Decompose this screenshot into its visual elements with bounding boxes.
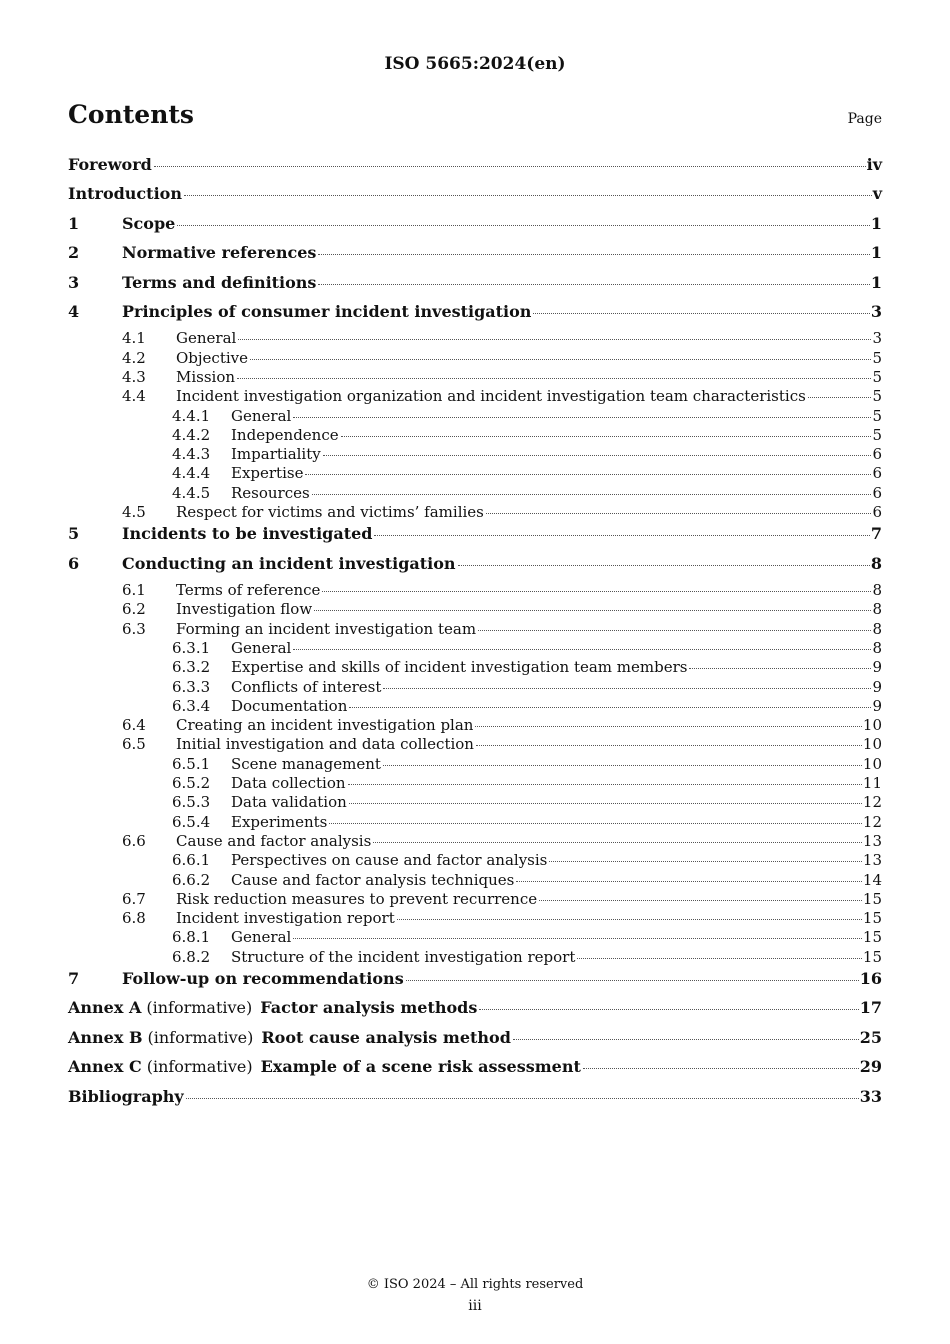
toc-entry-page: 1 xyxy=(870,272,882,292)
toc-entry[interactable] xyxy=(68,697,882,716)
toc-entry-label: Scene management xyxy=(231,754,381,773)
toc-entry-label: Expertise xyxy=(231,464,304,483)
toc-entry-label: Data validation xyxy=(231,793,347,812)
toc-leader-dots xyxy=(383,688,871,689)
page-column-label: Page xyxy=(847,111,882,127)
toc-entry[interactable] xyxy=(68,426,882,445)
toc-entry-number: 6.3.1 xyxy=(172,638,211,657)
toc-entry-page: 15 xyxy=(862,909,882,928)
toc-entry-number: 4.4 xyxy=(122,387,146,406)
toc-entry-number: 6.3 xyxy=(122,619,146,638)
toc-leader-dots xyxy=(154,166,866,167)
toc-entry-page: 12 xyxy=(862,793,882,812)
toc-entry[interactable] xyxy=(68,851,882,870)
toc-entry-label: Forming an incident investigation team xyxy=(176,619,477,638)
toc-leader-dots xyxy=(533,313,869,314)
toc-entry-page: 25 xyxy=(859,1027,882,1047)
toc-entry-page: 5 xyxy=(872,425,882,444)
toc-entry-number: 6.8 xyxy=(122,909,146,928)
toc-leader-dots xyxy=(349,803,862,804)
toc-entry[interactable] xyxy=(68,387,882,406)
toc-entry-page: 13 xyxy=(862,851,882,870)
toc-entry-label: Terms of reference xyxy=(176,581,321,600)
toc-annex-number: Annex B xyxy=(68,1027,143,1047)
toc-entry-number: 6.4 xyxy=(122,716,146,735)
toc-entry-page: 9 xyxy=(872,658,882,677)
toc-entry[interactable] xyxy=(68,349,882,368)
toc-entry[interactable] xyxy=(68,581,882,600)
toc-entry-page: 10 xyxy=(862,716,882,735)
toc-entry-label: Normative references xyxy=(122,243,317,263)
toc-entry-label: Respect for victims and victims’ families xyxy=(176,503,484,522)
toc-leader-dots xyxy=(486,513,872,514)
toc-entry-page: 6 xyxy=(872,464,882,483)
toc-entry-page: 5 xyxy=(872,406,882,425)
toc-entry-label: Root cause analysis method xyxy=(261,1027,511,1047)
toc-leader-dots xyxy=(238,339,871,340)
toc-entry[interactable] xyxy=(68,212,882,241)
toc-entry-label: Incident investigation report xyxy=(176,909,395,928)
toc-entry[interactable] xyxy=(68,909,882,928)
toc-entry-number: 4 xyxy=(68,301,80,321)
toc-entry[interactable] xyxy=(68,832,882,851)
toc-entry-number: 6.3.4 xyxy=(172,696,211,715)
toc-entry-page: 9 xyxy=(872,696,882,715)
toc-leader-dots xyxy=(476,745,862,746)
toc-leader-dots xyxy=(478,630,871,631)
toc-entry[interactable] xyxy=(68,658,882,677)
toc-entry-label: Structure of the incident investigation report xyxy=(231,947,576,966)
toc-entry-number: 6.5.4 xyxy=(172,812,211,831)
toc-entry-label: Terms and definitions xyxy=(122,272,317,292)
toc-entry-number: 7 xyxy=(68,969,80,989)
toc-entry[interactable] xyxy=(68,271,882,300)
toc-leader-dots xyxy=(177,225,870,226)
toc-entry-label: Bibliography xyxy=(68,1086,184,1106)
toc-entry-number: 6 xyxy=(68,553,80,573)
toc-entry-label: Investigation flow xyxy=(176,600,313,619)
toc-entry-label: Documentation xyxy=(231,696,348,715)
toc-entry[interactable] xyxy=(68,735,882,754)
toc-entry-page: 6 xyxy=(872,445,882,464)
toc-leader-dots xyxy=(689,668,871,669)
toc-entry[interactable] xyxy=(68,1055,882,1084)
toc-entry[interactable] xyxy=(68,522,882,551)
toc-entry-label: General xyxy=(231,406,292,425)
toc-entry-label: General xyxy=(231,638,292,657)
toc-entry[interactable] xyxy=(68,484,882,503)
toc-entry-number: 3 xyxy=(68,272,80,292)
toc-entry[interactable] xyxy=(68,300,882,329)
toc-entry[interactable] xyxy=(68,241,882,270)
toc-annex-informative: (informative) xyxy=(146,998,253,1018)
page-number: iii xyxy=(468,1298,482,1314)
toc-leader-dots xyxy=(293,938,862,939)
toc-entry-number: 6.6.2 xyxy=(172,870,211,889)
toc-entry[interactable] xyxy=(68,774,882,793)
toc-leader-dots xyxy=(329,823,862,824)
toc-entry-number: 6.3.3 xyxy=(172,677,211,696)
toc-leader-dots xyxy=(475,726,861,727)
toc-entry-number: 4.2 xyxy=(122,348,146,367)
toc-entry-page: 1 xyxy=(870,243,882,263)
toc-leader-dots xyxy=(383,765,862,766)
toc-entry-label: Impartiality xyxy=(231,445,321,464)
toc-entry-label: General xyxy=(231,928,292,947)
document-id-header: ISO 5665:2024(en) xyxy=(384,54,566,74)
toc-annex-informative: (informative) xyxy=(146,1057,253,1077)
toc-entry-page: 8 xyxy=(872,638,882,657)
toc-annex-number: Annex C xyxy=(68,1057,142,1077)
toc-entry[interactable] xyxy=(68,1026,882,1055)
toc-entry-page: 5 xyxy=(872,348,882,367)
toc-leader-dots xyxy=(318,254,869,255)
toc-leader-dots xyxy=(293,649,871,650)
toc-entry-page: 15 xyxy=(862,889,882,908)
toc-entry-number: 6.5.1 xyxy=(172,754,211,773)
toc-leader-dots xyxy=(341,436,872,437)
toc-entry-page: 12 xyxy=(862,812,882,831)
copyright-footer: © ISO 2024 – All rights reserved xyxy=(366,1277,584,1292)
toc-leader-dots xyxy=(397,919,862,920)
toc-leader-dots xyxy=(516,881,862,882)
toc-entry-number: 6.8.2 xyxy=(172,947,211,966)
toc-entry-number: 6.6 xyxy=(122,831,146,850)
toc-entry[interactable] xyxy=(68,639,882,658)
toc-entry-number: 6.7 xyxy=(122,889,146,908)
toc-entry-page: 10 xyxy=(862,735,882,754)
toc-annex-informative: (informative) xyxy=(147,1027,254,1047)
toc-leader-dots xyxy=(314,610,871,611)
toc-leader-dots xyxy=(348,784,862,785)
toc-entry[interactable] xyxy=(68,600,882,619)
toc-entry[interactable] xyxy=(68,716,882,735)
toc-entry-number: 4.4.2 xyxy=(172,425,211,444)
toc-entry-number: 4.4.3 xyxy=(172,445,211,464)
toc-entry-number: 4.5 xyxy=(122,503,146,522)
toc-entry-page: 8 xyxy=(872,600,882,619)
toc-entry-label: Objective xyxy=(176,348,249,367)
toc-entry-page: 1 xyxy=(870,213,882,233)
toc-leader-dots xyxy=(583,1068,859,1069)
toc-leader-dots xyxy=(373,842,862,843)
toc-entry-label: Independence xyxy=(231,425,339,444)
toc-entry-number: 5 xyxy=(68,524,80,544)
toc-entry-number: 6.5.3 xyxy=(172,793,211,812)
toc-entry-label: Principles of consumer incident investigation xyxy=(122,301,532,321)
toc-entry-number: 6.3.2 xyxy=(172,658,211,677)
toc-entry-page: 7 xyxy=(870,524,882,544)
toc-entry-label: Risk reduction measures to prevent recurrence xyxy=(176,889,538,908)
toc-entry-label: Scope xyxy=(122,213,176,233)
toc-entry-page: 8 xyxy=(872,619,882,638)
toc-entry-label: Incident investigation organization and incident investigation team characteristics xyxy=(176,387,806,406)
toc-entry-label: Resources xyxy=(231,483,310,502)
toc-entry-label: Introduction xyxy=(68,184,182,204)
toc-entry[interactable] xyxy=(68,755,882,774)
toc-entry[interactable] xyxy=(68,503,882,522)
toc-entry[interactable] xyxy=(68,464,882,483)
toc-entry-number: 6.8.1 xyxy=(172,928,211,947)
toc-leader-dots xyxy=(250,359,871,360)
toc-entry-label: Expertise and skills of incident investigation team members xyxy=(231,658,688,677)
toc-entry-number: 1 xyxy=(68,213,80,233)
toc-entry[interactable] xyxy=(68,368,882,387)
toc-entry[interactable] xyxy=(68,620,882,639)
toc-entry-page: 13 xyxy=(862,831,882,850)
toc-leader-dots xyxy=(479,1009,858,1010)
toc-entry-label: Initial investigation and data collection xyxy=(176,735,474,754)
toc-entry[interactable] xyxy=(68,1085,882,1114)
toc-leader-dots xyxy=(374,535,869,536)
toc-entry-page: 5 xyxy=(872,387,882,406)
toc-leader-dots xyxy=(808,397,872,398)
toc-entry[interactable] xyxy=(68,996,882,1025)
toc-entry-page: 33 xyxy=(859,1086,882,1106)
toc-entry-page: 8 xyxy=(870,553,882,573)
toc-entry-page: 14 xyxy=(862,870,882,889)
toc-entry-label: Example of a scene risk assessment xyxy=(260,1057,581,1077)
toc-entry-number: 6.5 xyxy=(122,735,146,754)
toc-leader-dots xyxy=(312,494,872,495)
toc-leader-dots xyxy=(349,707,871,708)
toc-entry-label: Conducting an incident investigation xyxy=(122,553,456,573)
toc-entry[interactable] xyxy=(68,678,882,697)
toc-leader-dots xyxy=(184,195,872,196)
toc-leader-dots xyxy=(458,565,870,566)
toc-entry-page: 15 xyxy=(862,947,882,966)
toc-entry-page: 3 xyxy=(870,301,882,321)
toc-entry-number: 4.4.5 xyxy=(172,483,211,502)
toc-entry-label: Conflicts of interest xyxy=(231,677,382,696)
toc-leader-dots xyxy=(323,455,872,456)
toc-entry[interactable] xyxy=(68,445,882,464)
toc-leader-dots xyxy=(237,378,871,379)
toc-leader-dots xyxy=(406,980,859,981)
toc-entry[interactable] xyxy=(68,552,882,581)
toc-entry[interactable] xyxy=(68,967,882,996)
table-of-contents xyxy=(68,153,882,1114)
toc-entry-label: Cause and factor analysis xyxy=(176,831,372,850)
toc-entry-page: 11 xyxy=(862,774,882,793)
toc-entry[interactable] xyxy=(68,793,882,812)
toc-entry-label: Data collection xyxy=(231,774,346,793)
toc-entry-page: 15 xyxy=(862,928,882,947)
toc-entry-label: Perspectives on cause and factor analysis xyxy=(231,851,548,870)
toc-entry-number: 4.3 xyxy=(122,367,146,386)
toc-annex-number: Annex A xyxy=(68,998,142,1018)
toc-entry-page: 16 xyxy=(859,969,882,989)
toc-leader-dots xyxy=(513,1039,859,1040)
toc-entry-number: 2 xyxy=(68,243,80,263)
toc-entry-page: 9 xyxy=(872,677,882,696)
toc-entry-page: iv xyxy=(866,155,882,174)
toc-entry[interactable] xyxy=(68,948,882,967)
toc-entry-label: Cause and factor analysis techniques xyxy=(231,870,515,889)
toc-entry-page: 17 xyxy=(859,998,882,1018)
toc-entry-label: Factor analysis methods xyxy=(260,998,478,1018)
toc-leader-dots xyxy=(305,474,871,475)
toc-entry-label: Experiments xyxy=(231,812,328,831)
toc-leader-dots xyxy=(293,417,871,418)
toc-entry[interactable] xyxy=(68,182,882,211)
contents-title: Contents xyxy=(68,100,195,129)
toc-entry[interactable] xyxy=(68,871,882,890)
contents-title-row xyxy=(68,100,882,129)
toc-entry-page: 6 xyxy=(872,483,882,502)
toc-entry-page: 10 xyxy=(862,754,882,773)
toc-leader-dots xyxy=(577,958,862,959)
toc-entry-label: Mission xyxy=(176,367,236,386)
toc-entry-label: General xyxy=(176,329,237,348)
toc-entry[interactable] xyxy=(68,928,882,947)
toc-entry-number: 6.5.2 xyxy=(172,774,211,793)
toc-leader-dots xyxy=(539,900,862,901)
toc-entry-page: 6 xyxy=(872,503,882,522)
toc-entry[interactable] xyxy=(68,407,882,426)
toc-leader-dots xyxy=(318,284,869,285)
toc-entry-number: 4.1 xyxy=(122,329,146,348)
toc-entry-label: Foreword xyxy=(68,155,152,174)
toc-entry-number: 6.1 xyxy=(122,581,146,600)
toc-entry-label: Creating an incident investigation plan xyxy=(176,716,474,735)
toc-entry[interactable] xyxy=(68,153,882,182)
toc-entry-number: 4.4.4 xyxy=(172,464,211,483)
toc-entry-page: 8 xyxy=(872,581,882,600)
toc-entry[interactable] xyxy=(68,329,882,348)
toc-entry-page: 5 xyxy=(872,367,882,386)
toc-entry-page: v xyxy=(872,184,882,204)
toc-entry-label: Incidents to be investigated xyxy=(122,524,373,544)
toc-entry-number: 4.4.1 xyxy=(172,406,211,425)
toc-leader-dots xyxy=(549,861,862,862)
toc-leader-dots xyxy=(186,1098,859,1099)
toc-entry[interactable] xyxy=(68,813,882,832)
toc-entry-number: 6.6.1 xyxy=(172,851,211,870)
toc-leader-dots xyxy=(322,591,871,592)
toc-entry-page: 29 xyxy=(859,1057,882,1077)
toc-entry-label: Follow-up on recommendations xyxy=(122,969,404,989)
toc-entry-page: 3 xyxy=(872,329,882,348)
toc-entry[interactable] xyxy=(68,890,882,909)
toc-entry-number: 6.2 xyxy=(122,600,146,619)
